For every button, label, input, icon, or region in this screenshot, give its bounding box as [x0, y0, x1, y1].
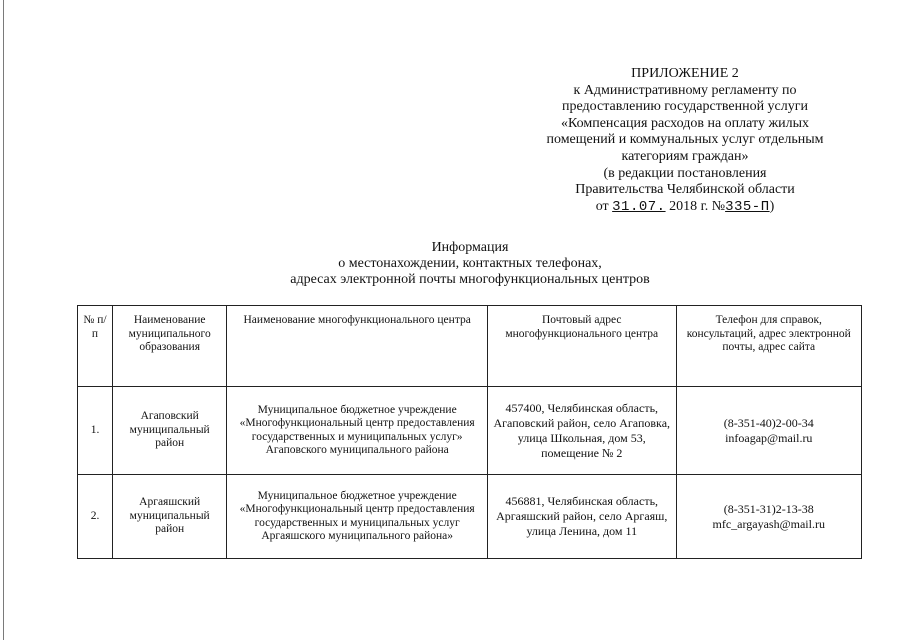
info-heading-block — [220, 240, 720, 288]
appendix-line: к Административному регламенту по — [573, 82, 797, 98]
municipality-name: Аргаяшский муниципальный район — [113, 475, 227, 559]
postal-address: 456881, Челябинская область, Аргаяшский район, село Аргаяш, улица Ленина, дом 11 — [488, 475, 677, 559]
phone-number: (8-351-31)2-13-38 — [723, 501, 814, 516]
closing-paren: ) — [769, 198, 775, 214]
appendix-block — [520, 66, 850, 215]
header-contact: Телефон для справок, консультаций, адрес электронной почты, адрес сайта — [676, 306, 861, 387]
row-number: 1. — [78, 387, 113, 475]
email-address: infoagap@mail.ru — [725, 430, 813, 445]
appendix-line: Правительства Челябинской области — [575, 182, 795, 198]
info-heading: Информация — [431, 240, 509, 255]
center-name: Муниципальное бюджетное учреждение «Многофункциональный центр предоставления государственных и муниципальных услуг Аргаяшского муниципального района» — [227, 475, 488, 559]
header-center: Наименование многофункционального центра — [227, 306, 488, 387]
header-municipality: Наименование муниципального образования — [113, 306, 227, 387]
appendix-line: помещений и коммунальных услуг отдельным — [546, 132, 824, 148]
table-row — [78, 475, 862, 559]
contact-cell — [676, 387, 861, 475]
header-num: № п/п — [78, 306, 113, 387]
mfc-table — [77, 305, 862, 559]
appendix-title: ПРИЛОЖЕНИЕ 2 — [631, 66, 739, 81]
appendix-date-line — [520, 199, 850, 216]
info-subheading: адресах электронной почты многофункциональных центров — [290, 272, 650, 287]
table-row — [78, 387, 862, 475]
email-address: mfc_argayash@mail.ru — [712, 516, 825, 531]
info-subheading: о местонахождении, контактных телефонах, — [338, 256, 602, 271]
municipality-name: Агаповский муниципальный район — [113, 387, 227, 475]
header-address: Почтовый адрес многофункционального центра — [488, 306, 677, 387]
appendix-line: (в редакции постановления — [603, 165, 767, 181]
postal-address: 457400, Челябинская область, Агаповский район, село Агаповка, улица Школьная, дом 53, помещение № 2 — [488, 387, 677, 475]
document-number: 335-П — [725, 198, 770, 215]
row-number: 2. — [78, 475, 113, 559]
contact-cell — [676, 475, 861, 559]
date-prefix: от — [595, 198, 609, 214]
phone-number: (8-351-40)2-00-34 — [723, 415, 814, 430]
appendix-line: предоставлению государственной услуги — [562, 99, 808, 115]
appendix-line: «Компенсация расходов на оплату жилых — [560, 115, 810, 131]
year-text: 2018 г. № — [669, 198, 726, 214]
table-header-row — [78, 306, 862, 387]
appendix-line: категориям граждан» — [621, 148, 749, 164]
center-name: Муниципальное бюджетное учреждение «Многофункциональный центр предоставления государственных и муниципальных услуг» Агаповского муниципального района — [227, 387, 488, 475]
date-value: 31.07. — [612, 198, 666, 215]
page-edge-line — [3, 0, 4, 640]
